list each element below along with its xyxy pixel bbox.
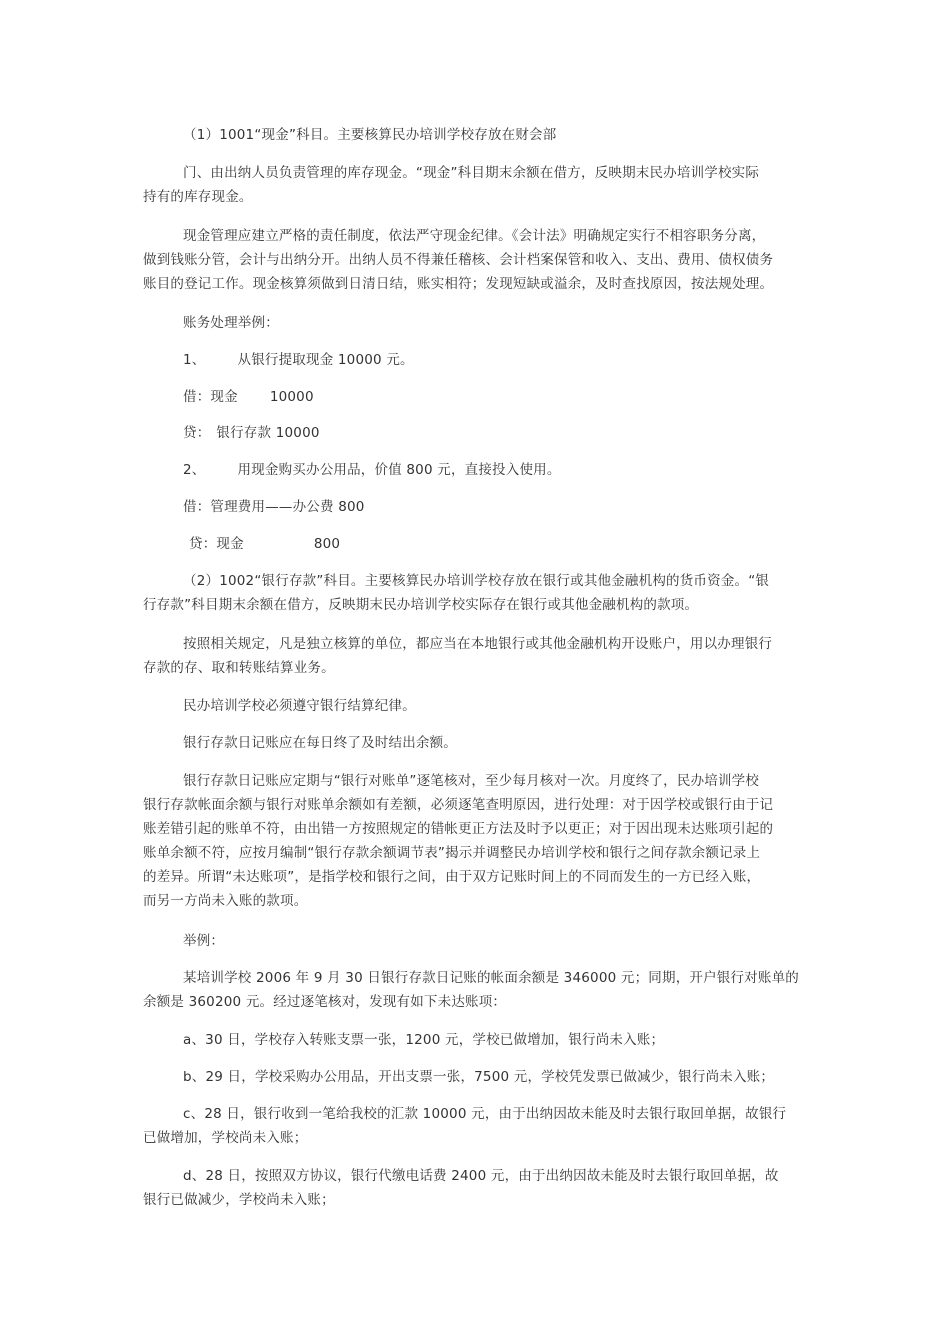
text-line: 行存款”科目期末余额在借方，反映期末民办培训学校实际存在银行或其他金融机构的款项。 (143, 597, 699, 613)
list-item-b (183, 1065, 848, 1089)
text-line: 银行已做减少，学校尚未入账； (143, 1192, 335, 1208)
entry-text: 从银行提取现金 10000 元。 (237, 352, 414, 368)
paragraph-example-2-heading (183, 929, 848, 953)
entry-debit-2 (183, 495, 848, 519)
paragraph-reconciliation (143, 769, 808, 913)
text-line: 做到钱账分管，会计与出纳分开。出纳人员不得兼任稽核、会计档案保管和收入、支出、费用、债权债务 (143, 252, 774, 268)
paragraph-bank-deposit-heading (143, 569, 808, 617)
text-line: 的差异。所谓“未达账项”，是指学校和银行之间，由于双方记账时间上的不同而发生的一方已经入账， (143, 869, 761, 885)
text-line: 举例： (183, 933, 225, 949)
entry-item-1 (183, 348, 848, 372)
text-line: 某培训学校 2006 年 9 月 30 日银行存款日记账的帐面余额是 346000 元；同期，开户银行对账单的 (183, 970, 799, 986)
entry-credit-1 (183, 421, 848, 445)
text-line: 账单余额不符，应按月编制“银行存款余额调节表”揭示并调整民办培训学校和银行之间存款余额记录上 (143, 845, 761, 861)
list-item-a (183, 1028, 848, 1052)
text-line: 现金管理应建立严格的责任制度，依法严守现金纪律。《会计法》明确规定实行不相容职务分离， (183, 228, 766, 244)
text-line: 借：管理费用——办公费 800 (183, 499, 365, 515)
paragraph-cash-account-heading (183, 123, 848, 147)
list-item-d (143, 1164, 808, 1212)
entry-label: 贷： (183, 425, 211, 441)
text-line: 银行存款帐面余额与银行对账单余额如有差额，必须逐笔查明原因，进行处理：对于因学校或银行由于记 (143, 797, 774, 813)
text-line: d、28 日，按照双方协议，银行代缴电话费 2400 元，由于出纳因故未能及时去银行取回单据，故 (183, 1168, 779, 1184)
paragraph-example-scenario (143, 966, 808, 1014)
entry-amount: 800 (313, 536, 341, 552)
entry-item-2 (183, 458, 848, 482)
text-line: 已做增加，学校尚未入账； (143, 1130, 308, 1146)
paragraph-example-heading (183, 311, 848, 335)
list-item-c (143, 1102, 808, 1150)
entry-debit-1 (183, 385, 848, 409)
text-line: 持有的库存现金。 (143, 189, 253, 205)
text-line: a、30 日，学校存入转账支票一张，1200 元，学校已做增加，银行尚未入账； (183, 1032, 665, 1048)
text-line: 按照相关规定，凡是独立核算的单位，都应当在本地银行或其他金融机构开设账户，用以办理银行 (183, 636, 773, 652)
text-line: 余额是 360200 元。经过逐笔核对，发现有如下未达账项： (143, 994, 507, 1010)
paragraph-cash-management (143, 224, 808, 296)
text-line: 账差错引起的账单不符，由出错一方按照规定的错帐更正方法及时予以更正；对于因出现未达账项引起的 (143, 821, 774, 837)
paragraph-settlement-discipline (183, 694, 848, 718)
text-line: 账务处理举例： (183, 315, 279, 331)
text-line: （1）1001“现金”科目。主要核算民办培训学校存放在财会部 (183, 127, 557, 143)
entry-amount: 10000 (269, 389, 314, 405)
entry-label: 贷：现金 (189, 536, 244, 552)
paragraph-bank-account-rules (143, 632, 808, 680)
paragraph-daily-balance (183, 731, 848, 755)
entry-credit-2 (189, 532, 854, 556)
text-line: 账目的登记工作。现金核算须做到日清日结，账实相符；发现短缺或溢余，及时查找原因，按法规处理。 (143, 276, 774, 292)
text-line: 存款的存、取和转账结算业务。 (143, 660, 335, 676)
text-line: （2）1002“银行存款”科目。主要核算民办培训学校存放在银行或其他金融机构的货币资金。“银 (183, 573, 770, 589)
entry-text: 用现金购买办公用品，价值 800 元，直接投入使用。 (237, 462, 561, 478)
text-line: 银行存款日记账应在每日终了及时结出余额。 (183, 735, 457, 751)
text-line: 民办培训学校必须遵守银行结算纪律。 (183, 698, 416, 714)
entry-number: 2、 (183, 462, 206, 478)
paragraph-cash-account-description (143, 161, 808, 209)
text-line: c、28 日，银行收到一笔给我校的汇款 10000 元，由于出纳因故未能及时去银行取回单据，故银行 (183, 1106, 787, 1122)
entry-label: 借：现金 (183, 389, 238, 405)
entry-number: 1、 (183, 352, 206, 368)
text-line: 门、由出纳人员负责管理的库存现金。“现金”科目期末余额在借方，反映期末民办培训学校实际 (183, 165, 760, 181)
text-line: 而另一方尚未入账的款项。 (143, 893, 308, 909)
text-line: 银行存款日记账应定期与“银行对账单”逐笔核对，至少每月核对一次。月度终了，民办培训学校 (183, 773, 760, 789)
text-line: b、29 日，学校采购办公用品，开出支票一张，7500 元，学校凭发票已做减少，银行尚未入账； (183, 1069, 775, 1085)
entry-amount: 银行存款 10000 (216, 425, 320, 441)
